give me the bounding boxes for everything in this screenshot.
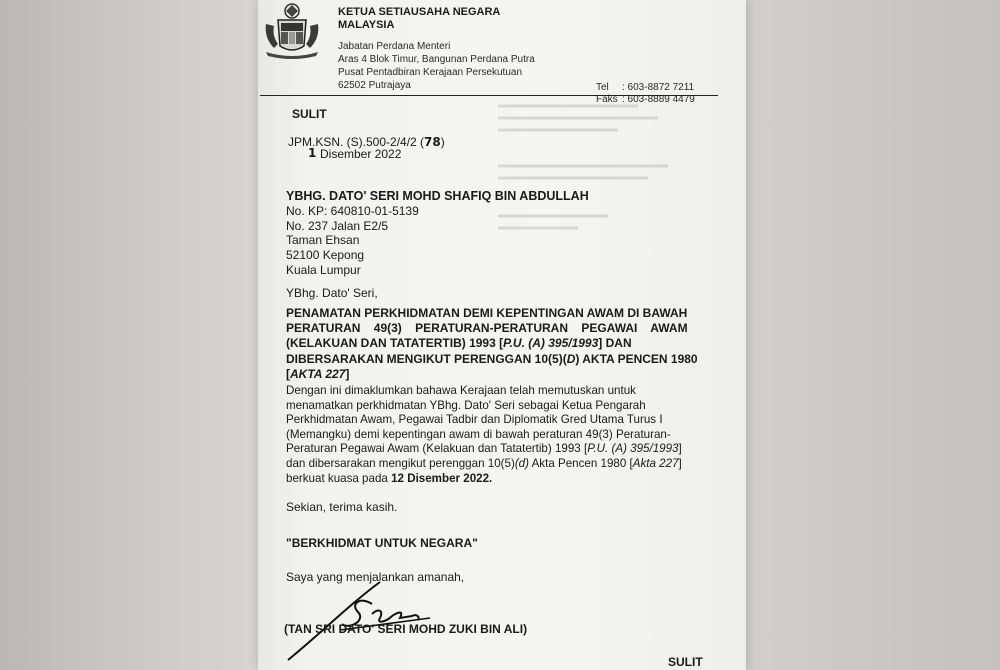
recipient-address: No. KP: 640810-01-5139 No. 237 Jalan E2/5 Taman Ehsan 52100 Kepong Kuala Lumpur xyxy=(286,204,419,277)
letter-page xyxy=(258,0,746,670)
motto: "BERKHIDMAT UNTUK NEGARA" xyxy=(286,536,478,550)
letterhead-divider xyxy=(260,95,718,96)
letterhead-title: KETUA SETIAUSAHA NEGARA MALAYSIA xyxy=(338,6,501,31)
signatory-name: (TAN SRI DATO' SERI MOHD ZUKI BIN ALI) xyxy=(284,622,528,636)
closing-pledge: Saya yang menjalankan amanah, xyxy=(286,570,465,584)
classification-bottom: SULIT xyxy=(668,655,703,669)
closing-text: Sekian, terima kasih. xyxy=(286,500,398,514)
letter-body: Dengan ini dimaklumkan bahawa Kerajaan telah memutuskan untuk menamatkan perkhidmatan YBhg. Dato' Seri sebagai Ketua Pengarah Perkhidmatan Awam, Pegawai Tadbir dan Diplomatik Gred Utama Turus I (Memangku) demi kepentingan awam di bawah peraturan 49(3) Peraturan- Peraturan Pegawai Awam (Kelakuan dan Tatatertib) 1993 [P.U. (A) 395/1993] dan dibersarakan mengikut perenggan 10(5)(d) Akta Pencen 1980 [Akta 227] berkuat kuasa pada 12 Disember 2022. xyxy=(286,384,682,485)
bleed-through-text xyxy=(488,96,688,246)
subject-heading: PENAMATAN PERKHIDMATAN DEMI KEPENTINGAN AWAM DI BAWAH PERATURAN 49(3) PERATURAN-PERATURAN PEGAWAI AWAM (KELAKUAN DAN TATATERTIB) 1993 [P.U. (A) 395/1993] DAN DIBERSARAKAN MENGIKUT PERENGGAN 10(5)(D) AKTA PENCEN 1980 [AKTA 227] xyxy=(286,306,698,381)
reference-number: JPM.KSN. (S).500-2/4/2 (78) xyxy=(288,135,445,149)
letter-date: Disember 2022 xyxy=(320,147,402,161)
handwritten-ref-number: 78 xyxy=(424,135,441,149)
letterhead-contact: Tel : 603-8872 7211 Faks : 603-8889 4479 xyxy=(596,82,695,105)
classification-top: SULIT xyxy=(292,107,327,121)
handwritten-date-day: 1 xyxy=(308,146,317,160)
recipient-name: YBHG. DATO' SERI MOHD SHAFIQ BIN ABDULLAH xyxy=(286,189,589,203)
letterhead-address: Jabatan Perdana Menteri Aras 4 Blok Timur, Bangunan Perdana Putra Pusat Pentadbiran Kerajaan Persekutuan 62502 Putrajaya xyxy=(338,41,535,91)
salutation: YBhg. Dato' Seri, xyxy=(286,286,378,300)
signature-icon xyxy=(280,574,440,664)
coat-of-arms-icon xyxy=(260,2,324,60)
